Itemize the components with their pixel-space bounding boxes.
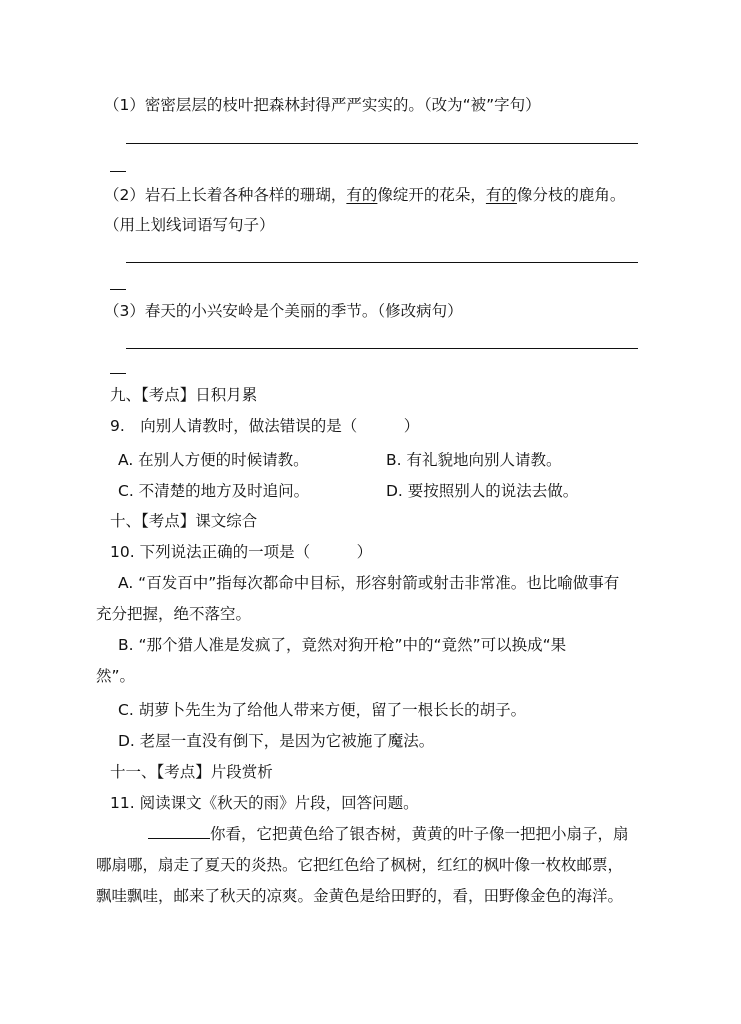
question-9: 9. 向别人请教时，做法错误的是（ ）	[110, 417, 420, 435]
q10-option-c: C. 胡萝卜先生为了给他人带来方便，留了一根长长的胡子。	[118, 701, 527, 719]
q9-option-a: A. 在别人方便的时候请教。	[118, 451, 309, 469]
q9-option-b: B. 有礼貌地向别人请教。	[386, 451, 562, 469]
q2-answer-line-tail	[110, 289, 126, 290]
passage-line-1-text: 你看，它把黄色给了银杏树，黄黄的叶子像一把把小扇子，扇	[210, 825, 629, 843]
section-11-header: 十一、【考点】片段赏析	[110, 763, 273, 781]
passage-line-2: 哪扇哪，扇走了夏天的炎热。它把红色给了枫树，红红的枫叶像一枚枚邮票，	[96, 856, 624, 874]
passage-fill-blank[interactable]	[148, 824, 210, 839]
q3-answer-line-tail	[110, 373, 126, 374]
passage-line-3: 飘哇飘哇，邮来了秋天的凉爽。金黄色是给田野的，看，田野像金色的海洋。	[96, 887, 624, 905]
q3-text: （3）春天的小兴安岭是个美丽的季节。（修改病句）	[104, 302, 463, 320]
section-10-header: 十、【考点】课文综合	[110, 512, 258, 530]
q1-answer-line-tail	[110, 171, 126, 172]
q2-text-before: （2）岩石上长着各种各样的珊瑚，	[104, 186, 347, 204]
q2-text	[104, 185, 625, 205]
q2-underlined-word-1: 有的	[346, 186, 378, 204]
question-11: 11. 阅读课文《秋天的雨》片段，回答问题。	[110, 794, 419, 812]
q10-option-b-line1: B. “那个猎人准是发疯了，竟然对狗开枪”中的“竟然”可以换成“果	[118, 636, 567, 654]
q10-option-a-line1: A. “百发百中”指每次都命中目标，形容射箭或射击非常准。也比喻做事有	[118, 574, 620, 592]
q10-option-b-line2: 然”。	[96, 667, 136, 685]
q2-text-after: 像分枝的鹿角。	[516, 186, 626, 204]
q9-option-c: C. 不清楚的地方及时追问。	[118, 482, 310, 500]
q10-option-a-line2: 充分把握，绝不落空。	[96, 605, 252, 623]
q9-option-d: D. 要按照别人的说法去做。	[386, 482, 579, 500]
q3-answer-line[interactable]	[126, 348, 638, 349]
q1-text: （1）密密层层的枝叶把森林封得严严实实的。（改为“被”字句）	[104, 96, 541, 114]
passage-line-1	[148, 824, 629, 844]
section-9-header: 九、【考点】日积月累	[110, 386, 258, 404]
q2-text-mid: 像绽开的花朵，	[377, 186, 486, 204]
q10-option-d: D. 老屋一直没有倒下，是因为它被施了魔法。	[118, 732, 435, 750]
q2-underlined-word-2: 有的	[485, 186, 517, 204]
question-10: 10. 下列说法正确的一项是（ ）	[110, 543, 373, 561]
q2-answer-line[interactable]	[126, 262, 638, 263]
q2-instruction: （用上划线词语写句子）	[104, 216, 275, 234]
q1-answer-line[interactable]	[126, 143, 638, 144]
